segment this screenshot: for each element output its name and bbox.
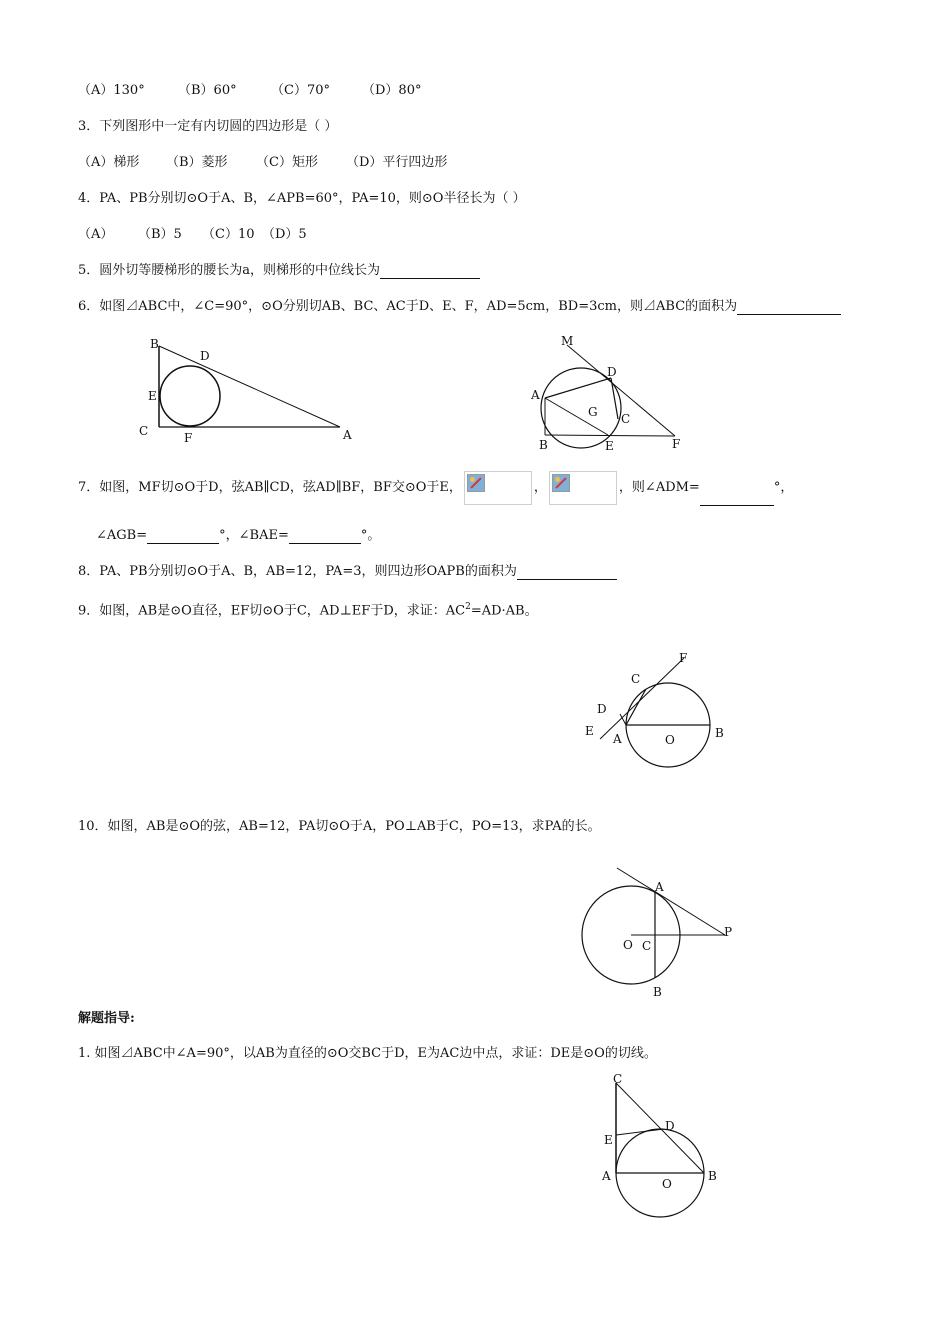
figure-q9: [578, 645, 728, 770]
fig7-label-m: M: [561, 334, 574, 348]
fig10-label-p: P: [724, 925, 733, 939]
q7-broken-image-1: [464, 471, 532, 505]
q7-broken-image-2: [549, 471, 617, 505]
q10-text: 10．如图，AB是⊙O的弦，AB=12，PA切⊙O于A，PO⊥AB于C，PO=13，求PA的长。: [78, 819, 601, 834]
q2-option-c: （C）70°: [271, 83, 330, 98]
fig7-label-b: B: [539, 438, 548, 452]
q6-answer-blank[interactable]: [737, 300, 841, 315]
q3-option-d: （D）平行四边形: [346, 155, 448, 170]
fig7-segment-bf: [545, 435, 675, 436]
fig7-segment-dc: [611, 378, 618, 419]
q3-option-c: （C）矩形: [256, 155, 318, 170]
q4-option-d: （D）5: [262, 227, 307, 242]
q3-text: 3．下列图形中一定有内切圆的四边形是（ ）: [78, 119, 338, 134]
fig6-label-b: B: [150, 337, 159, 351]
q7-deg: °，: [773, 480, 794, 495]
fig7-label-g: G: [588, 405, 598, 419]
q7-tail: ，则∠ADM=: [618, 480, 700, 495]
fig6-side-ab: [159, 346, 340, 427]
fig9-label-o: O: [665, 733, 675, 747]
fig6-label-a: A: [343, 428, 352, 442]
fig6-label-e: E: [148, 389, 157, 403]
q4-option-c: （C）10: [202, 227, 255, 242]
broken-image-icon: [467, 474, 485, 492]
q2-option-b: （B）60°: [178, 83, 237, 98]
fig9-label-d: D: [597, 702, 607, 716]
fig6-label-f: F: [184, 431, 193, 445]
fig9-label-c: C: [631, 672, 641, 686]
fig10-label-b: B: [653, 985, 662, 999]
fig9-label-e: E: [585, 724, 594, 738]
q7-text: 7．如图，MF切⊙O于D，弦AB∥CD，弦AD∥BF，BF交⊙O于E，: [78, 480, 462, 495]
fig7-label-e: E: [605, 439, 614, 453]
q7-line2: [96, 528, 380, 544]
figure-q10: [575, 865, 740, 1000]
figg-label-o: O: [662, 1177, 672, 1191]
guide-heading: 解题指导:: [78, 1011, 135, 1026]
figure-q7: [525, 333, 690, 458]
q9-tail: =AD·AB。: [470, 603, 538, 619]
q6-line: [78, 299, 841, 315]
q9-text: 9．如图，AB是⊙O直径，EF切⊙O于C，AD⊥EF于D，求证：AC: [78, 603, 466, 619]
q4-option-b: （B）5: [138, 227, 182, 242]
q7-end: °。: [360, 528, 381, 543]
fig6-label-d: D: [200, 349, 210, 363]
q3-option-b: （B）菱形: [166, 155, 228, 170]
q8-line: [78, 564, 617, 580]
q9-superscript: 2: [465, 602, 471, 612]
fig6-label-c: C: [139, 424, 149, 438]
fig7-segment-ae: [545, 398, 608, 435]
q7-line: [78, 470, 793, 506]
q6-text: 6．如图⊿ABC中，∠C=90°，⊙O分别切AB、BC、AC于D、E、F，AD=5cm，BD=3cm，则⊿ABC的面积为: [78, 299, 738, 314]
q9-line: [78, 599, 538, 619]
q2-option-a: （A）130°: [78, 83, 145, 98]
q7-separator: ，: [533, 480, 547, 495]
q8-text: 8．PA、PB分别切⊙O于A、B，AB=12，PA=3，则四边形OAPB的面积为: [78, 564, 517, 579]
q5-text: 5．圆外切等腰梯形的腰长为a，则梯形的中位线长为: [78, 263, 381, 278]
q5-answer-blank[interactable]: [380, 264, 480, 279]
fig9-chord-ac: [626, 689, 646, 725]
q4-text: 4．PA、PB分别切⊙O于A、B，∠APB=60°，PA=10，则⊙O半径长为（ ）: [78, 191, 526, 206]
fig6-incircle: [160, 366, 220, 426]
figg-label-a: A: [602, 1169, 611, 1183]
q7-bae-blank[interactable]: [289, 529, 361, 544]
guide-item-1: 1. 如图⊿ABC中∠A=90°，以AB为直径的⊙O交BC于D，E为AC边中点，求证：DE是⊙O的切线。: [78, 1046, 657, 1061]
fig9-label-b: B: [715, 726, 724, 740]
q5-line: [78, 263, 480, 279]
fig10-label-a: A: [655, 880, 664, 894]
q4-option-a: （A）: [78, 227, 114, 242]
fig10-label-c: C: [642, 939, 652, 953]
q7-bae-label: °，∠BAE=: [219, 528, 289, 543]
figg-label-e: E: [604, 1133, 613, 1147]
fig7-label-d: D: [607, 365, 617, 379]
fig7-label-f: F: [672, 437, 681, 451]
fig9-label-a: A: [613, 732, 622, 746]
broken-image-icon: [552, 474, 570, 492]
q7-adm-blank[interactable]: [700, 491, 774, 506]
q7-agb-label: ∠AGB=: [96, 528, 148, 543]
figg-label-b: B: [708, 1169, 717, 1183]
figure-guide-1: [595, 1070, 730, 1220]
fig9-label-f: F: [679, 651, 688, 665]
fig7-label-a: A: [531, 388, 540, 402]
figg-label-d: D: [665, 1119, 675, 1133]
fig7-segment-ad: [545, 378, 611, 398]
q3-option-a: （A）梯形: [78, 155, 140, 170]
q2-option-d: （D）80°: [362, 83, 422, 98]
fig10-label-o: O: [623, 938, 633, 952]
q8-answer-blank[interactable]: [517, 565, 617, 580]
figg-side-cb: [616, 1083, 704, 1173]
figg-label-c: C: [613, 1072, 623, 1086]
figure-q6: [130, 333, 370, 448]
fig7-label-c: C: [621, 412, 631, 426]
fig10-tangent-pa: [617, 868, 725, 935]
q7-agb-blank[interactable]: [147, 529, 219, 544]
fig9-tangent-ef: [600, 658, 684, 739]
